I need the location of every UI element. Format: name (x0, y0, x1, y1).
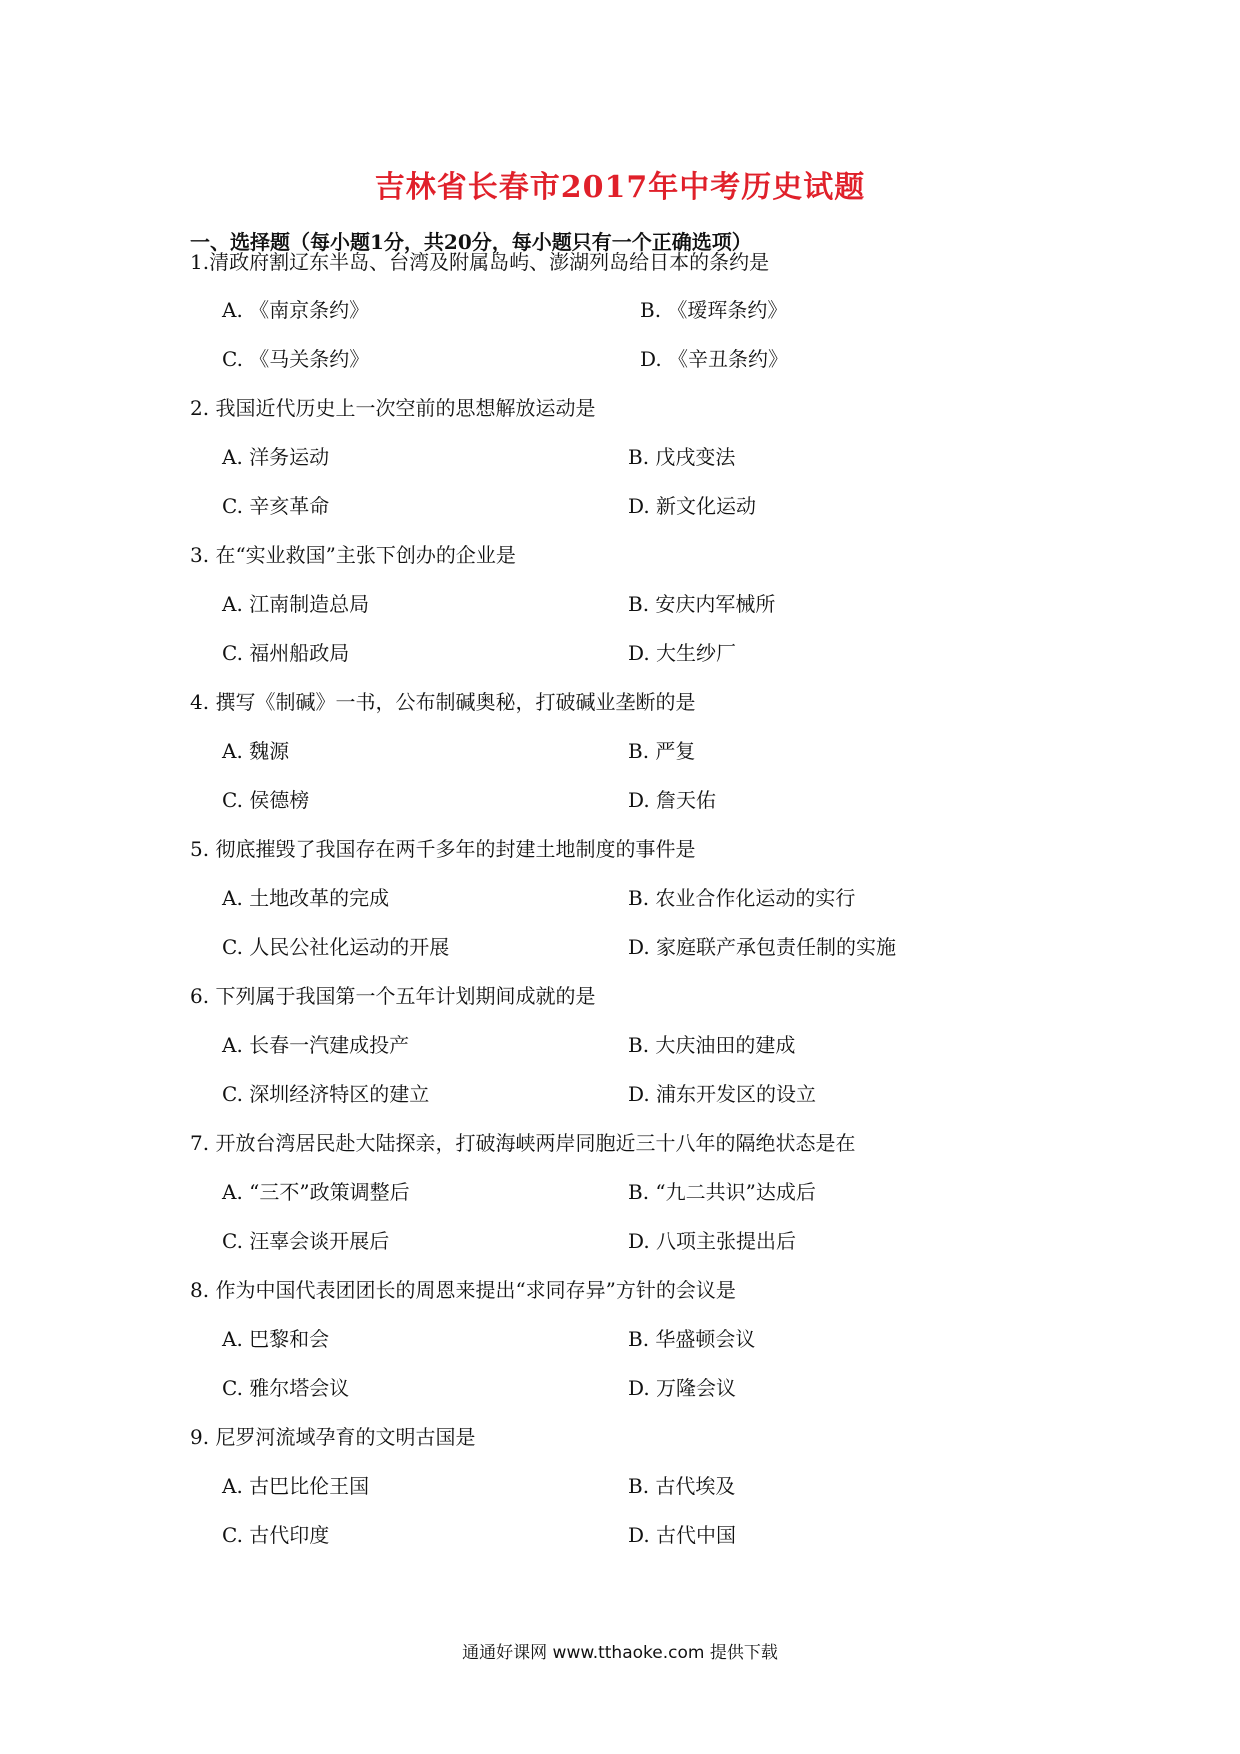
question-6: 6. 下列属于我国第一个五年计划期间成就的是 (190, 984, 596, 1008)
q3-option-a: A. 江南制造总局 (222, 592, 370, 616)
question-5: 5. 彻底摧毁了我国存在两千多年的封建土地制度的事件是 (190, 837, 696, 861)
q2-option-b: B. 戊戌变法 (628, 445, 736, 469)
q2-option-a: A. 洋务运动 (222, 445, 330, 469)
q5-option-b: B. 农业合作化运动的实行 (628, 886, 856, 910)
question-8: 8. 作为中国代表团团长的周恩来提出“求同存异”方针的会议是 (190, 1278, 736, 1302)
q6-option-c: C. 深圳经济特区的建立 (222, 1082, 430, 1106)
question-9: 9. 尼罗河流域孕育的文明古国是 (190, 1425, 476, 1449)
section-heading: 一、选择题（每小题1分，共20分，每小题只有一个正确选项） (190, 230, 752, 254)
q1-option-a: A. 《南京条约》 (222, 298, 370, 322)
q5-option-a: A. 土地改革的完成 (222, 886, 390, 910)
q5-option-d: D. 家庭联产承包责任制的实施 (628, 935, 897, 959)
q7-option-c: C. 汪辜会谈开展后 (222, 1229, 390, 1253)
q8-option-a: A. 巴黎和会 (222, 1327, 330, 1351)
q1-option-d: D. 《辛丑条约》 (640, 347, 789, 371)
q9-option-d: D. 古代中国 (628, 1523, 737, 1547)
q9-option-a: A. 古巴比伦王国 (222, 1474, 370, 1498)
q1-option-b: B. 《瑷珲条约》 (640, 298, 788, 322)
q9-option-c: C. 古代印度 (222, 1523, 330, 1547)
q4-option-a: A. 魏源 (222, 739, 290, 763)
q6-option-a: A. 长春一汽建成投产 (222, 1033, 410, 1057)
q7-option-a: A. “三不”政策调整后 (222, 1180, 410, 1204)
q4-option-d: D. 詹天佑 (628, 788, 717, 812)
q6-option-d: D. 浦东开发区的设立 (628, 1082, 817, 1106)
question-2: 2. 我国近代历史上一次空前的思想解放运动是 (190, 396, 596, 420)
q9-option-b: B. 古代埃及 (628, 1474, 736, 1498)
q3-option-b: B. 安庆内军械所 (628, 592, 776, 616)
question-3: 3. 在“实业救国”主张下创办的企业是 (190, 543, 516, 567)
footer-credit: 通通好课网 www.tthaoke.com 提供下载 (462, 1643, 778, 1663)
question-7: 7. 开放台湾居民赴大陆探亲，打破海峡两岸同胞近三十八年的隔绝状态是在 (190, 1131, 856, 1155)
q7-option-d: D. 八项主张提出后 (628, 1229, 797, 1253)
q7-option-b: B. “九二共识”达成后 (628, 1180, 816, 1204)
question-4: 4. 撰写《制碱》一书，公布制碱奥秘，打破碱业垄断的是 (190, 690, 696, 714)
q3-option-d: D. 大生纱厂 (628, 641, 737, 665)
q1-option-c: C. 《马关条约》 (222, 347, 370, 371)
q2-option-d: D. 新文化运动 (628, 494, 757, 518)
q5-option-c: C. 人民公社化运动的开展 (222, 935, 450, 959)
question-1: 1.清政府割辽东半岛、台湾及附属岛屿、澎湖列岛给日本的条约是 (190, 250, 770, 274)
q2-option-c: C. 辛亥革命 (222, 494, 330, 518)
q8-option-c: C. 雅尔塔会议 (222, 1376, 350, 1400)
q4-option-c: C. 侯德榜 (222, 788, 310, 812)
q8-option-d: D. 万隆会议 (628, 1376, 737, 1400)
q4-option-b: B. 严复 (628, 739, 696, 763)
page-title: 吉林省长春市2017年中考历史试题 (374, 170, 866, 205)
q8-option-b: B. 华盛顿会议 (628, 1327, 756, 1351)
q6-option-b: B. 大庆油田的建成 (628, 1033, 796, 1057)
q3-option-c: C. 福州船政局 (222, 641, 350, 665)
